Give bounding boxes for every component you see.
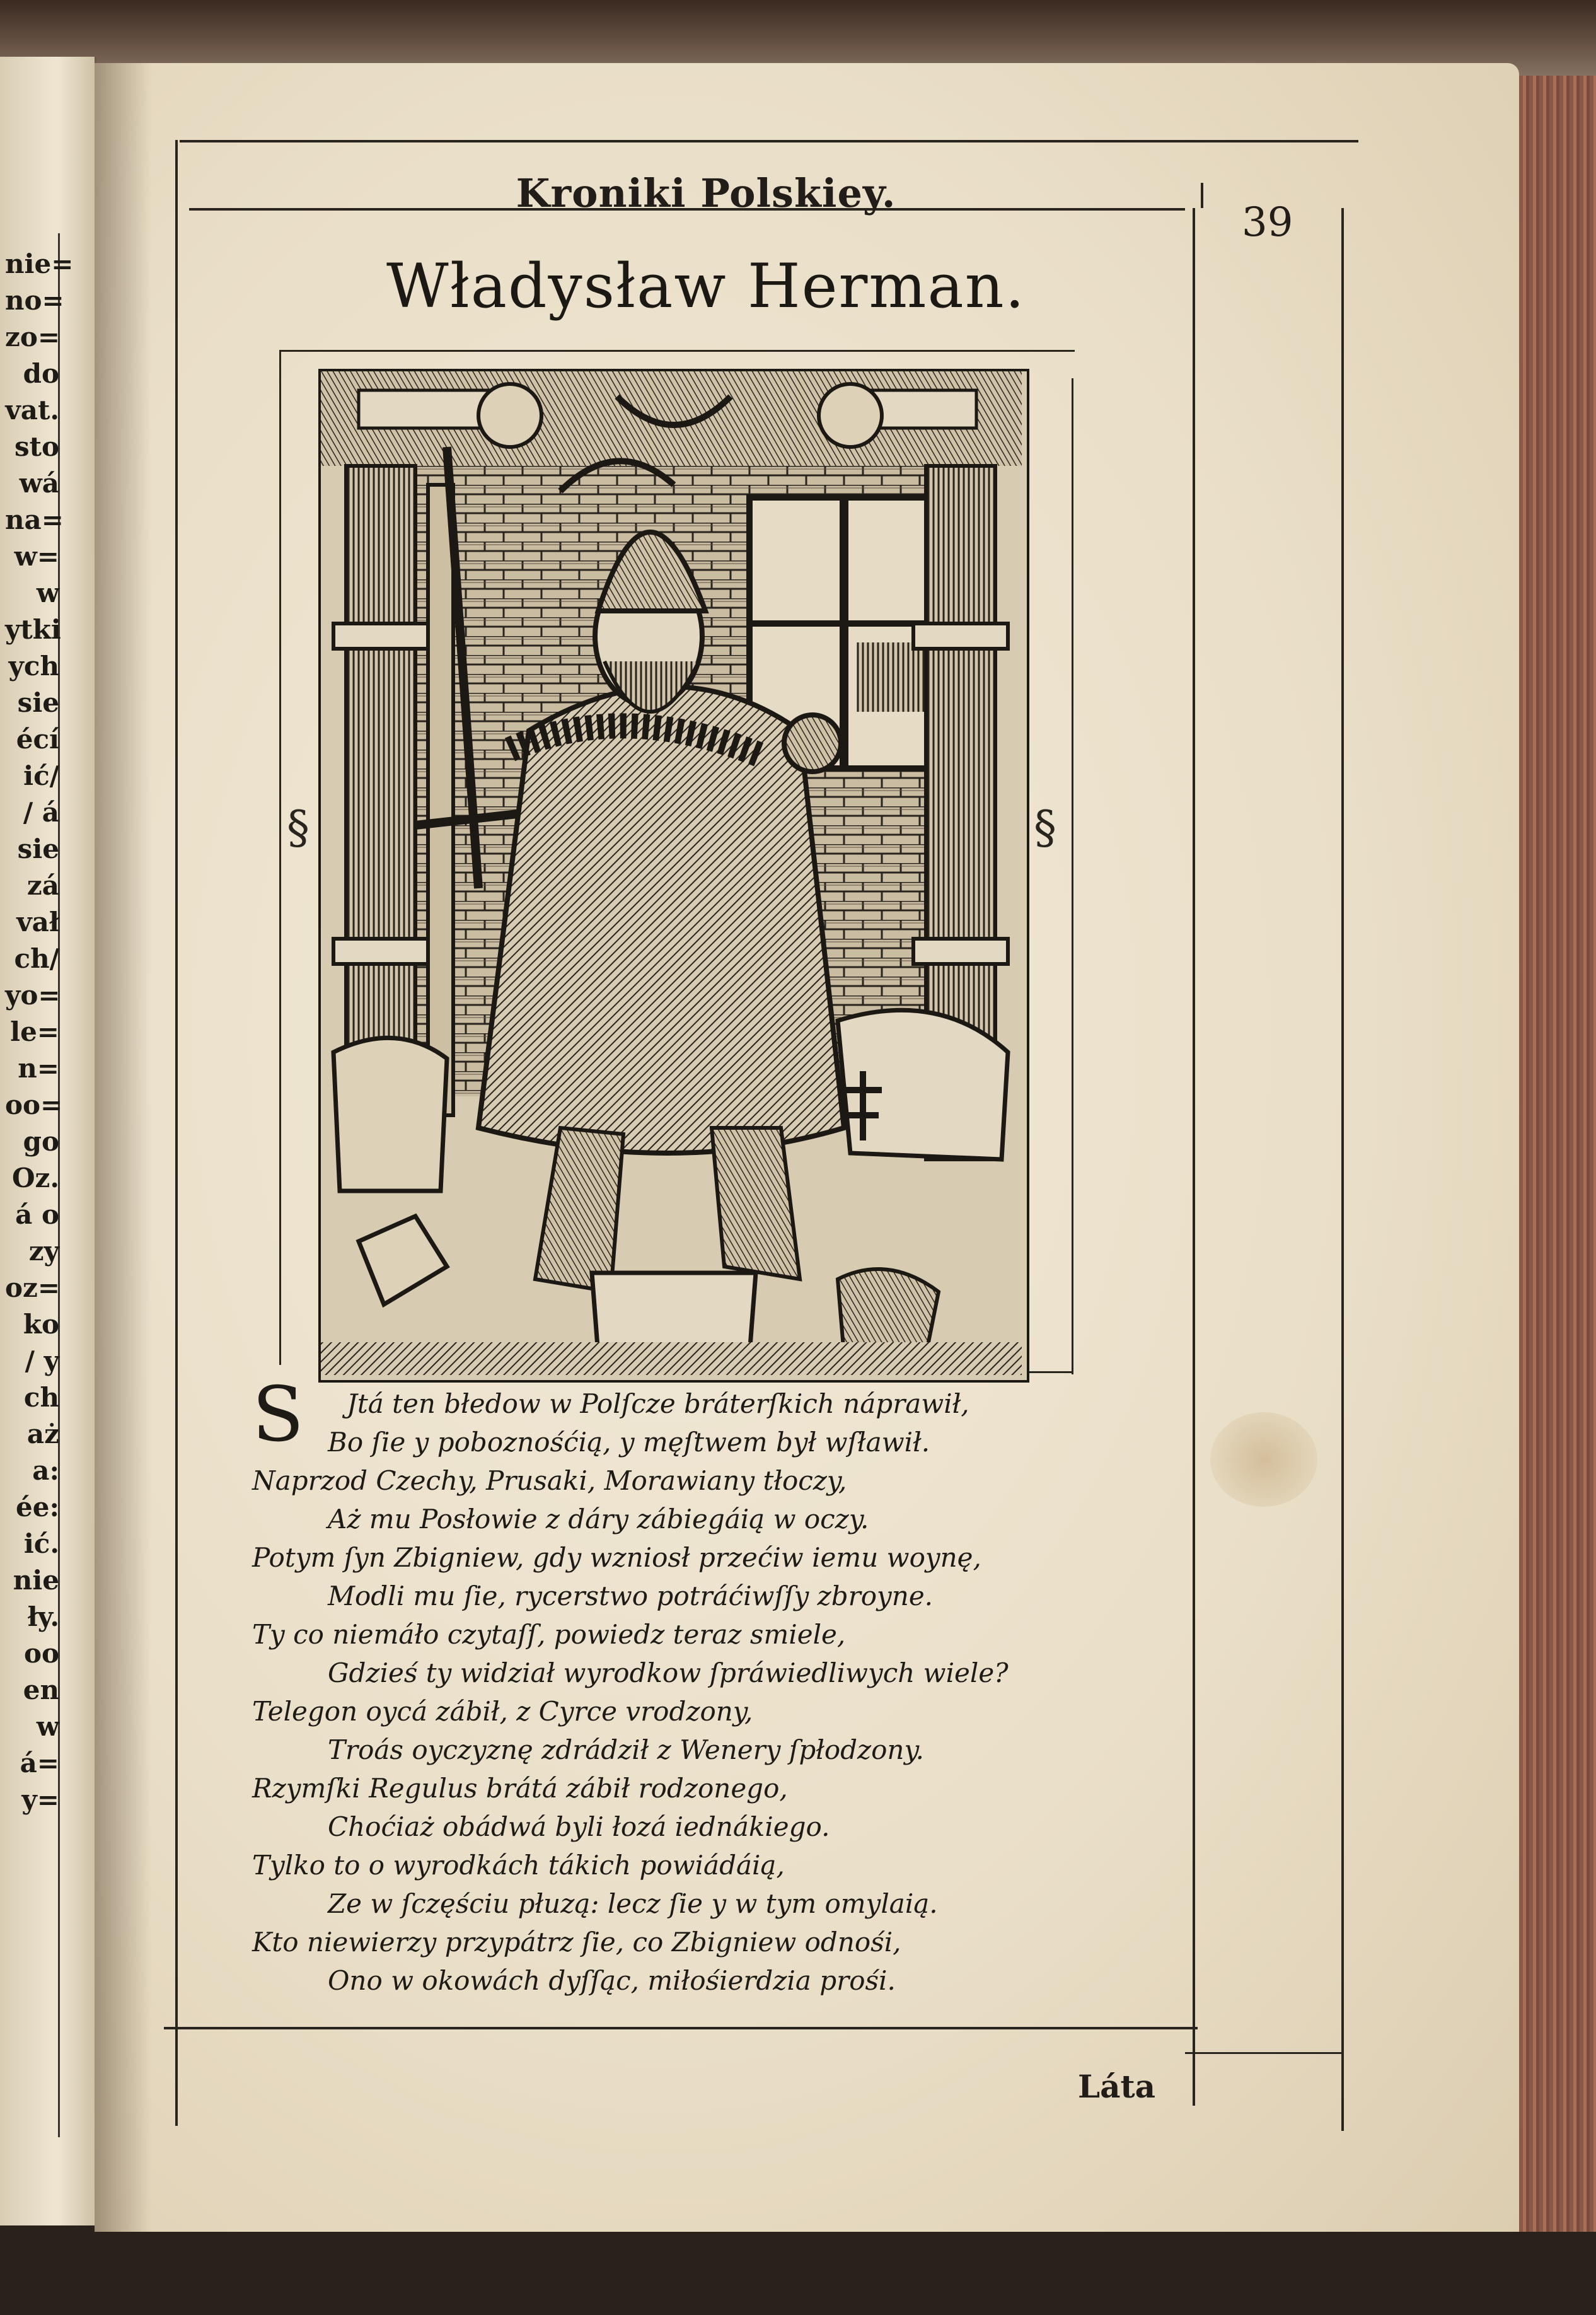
verse-line: Kto niewierzy przypátrz ſie, co Zbigniew odnośi, xyxy=(252,1927,901,1958)
left-page-fragment: ko xyxy=(23,1309,59,1340)
frame-left-rule xyxy=(175,140,178,2126)
left-page-fragment: le= xyxy=(10,1016,59,1047)
left-page-fragment: nie= xyxy=(5,248,74,279)
left-page-fragment: aż xyxy=(26,1419,59,1449)
left-page-fragment: w xyxy=(36,577,59,608)
verse-line: Ze w ſczęściu płuzą: lecz ſie y w tym omylaią. xyxy=(328,1888,938,1919)
margin-bottom-rule xyxy=(1185,2052,1343,2054)
left-page-fragment: ch xyxy=(23,1382,59,1413)
catchword: Láta xyxy=(1078,2068,1156,2105)
frame-bottom-rule xyxy=(164,2027,1198,2029)
left-page-fragment: do xyxy=(23,358,59,389)
verse-line: Aż mu Posłowie z dáry zábiegáią w oczy. xyxy=(328,1504,869,1535)
verse-line: Potym ſyn Zbigniew, gdy wzniosł przećiw iemu woynę, xyxy=(252,1542,981,1573)
left-page-fragment: w xyxy=(36,1711,59,1742)
frame-top-rule xyxy=(180,140,1358,142)
left-page-fragment: écí xyxy=(16,724,59,755)
left-page-fragment: sie xyxy=(17,833,59,864)
left-page-fragment: oo xyxy=(23,1638,59,1669)
left-page-fragment: sie xyxy=(17,687,59,718)
ornament-right-icon: § xyxy=(1034,801,1056,854)
page-title: Władysław Herman. xyxy=(386,251,1026,322)
left-page-fragment: Oz. xyxy=(11,1163,59,1193)
left-page-fragment: ły. xyxy=(27,1601,59,1632)
woodcut-outer-top-rule xyxy=(280,350,1075,352)
verse-line: Tylko to o wyrodkách tákich powiádáią, xyxy=(252,1850,785,1881)
left-page-fragment: w= xyxy=(14,541,59,572)
left-page-fragment: / y xyxy=(25,1345,59,1376)
left-page-fragment: á= xyxy=(20,1748,59,1778)
left-page-fragment: a: xyxy=(32,1455,59,1486)
left-page-fragment: ée: xyxy=(16,1492,59,1523)
left-page-fragment: ych xyxy=(8,651,59,682)
verse-line: Telegon oycá zábił, z Cyrce vrodzony, xyxy=(252,1696,753,1727)
verse-line: Ono w okowách dyſſąc, miłośierdzia prośi. xyxy=(328,1965,896,1996)
woodcut-outer-bottom-rule xyxy=(1024,1371,1073,1373)
woodcut-outer-left-rule xyxy=(279,350,281,1365)
left-page-fragment: ch/ xyxy=(14,943,59,974)
left-page-fragment: vat. xyxy=(5,395,59,426)
left-page-fragment: no= xyxy=(5,285,64,316)
left-page-fragment: / á xyxy=(23,797,59,828)
left-page-fragment: n= xyxy=(18,1053,59,1084)
verse-line: Gdzieś ty widział wyrodkow ſpráwiedliwych wiele? xyxy=(328,1657,1009,1688)
left-page-fragment: zá xyxy=(26,870,59,901)
page-edges xyxy=(1519,76,1596,2232)
verse-line: Choćiaż obádwá byli łozá iednákiego. xyxy=(328,1811,830,1842)
left-page-fragment: wá xyxy=(19,468,59,499)
left-page-fragment: sto xyxy=(14,431,59,462)
left-page xyxy=(0,57,96,2225)
verse-line: Ty co niemáło czytaſſ, powiedz teraz smiele, xyxy=(252,1619,846,1650)
foxing-stain xyxy=(1210,1412,1317,1507)
left-page-fragment: zo= xyxy=(5,322,61,352)
left-page-fragment: ytki xyxy=(5,614,61,645)
left-page-fragment: ić/ xyxy=(23,760,59,791)
left-page-fragment: yo= xyxy=(5,980,61,1011)
verse-dropcap: S xyxy=(252,1371,304,1459)
left-page-fragment: oz= xyxy=(5,1272,61,1303)
left-page-fragment: en xyxy=(23,1674,59,1705)
verse-line: Rzymſki Regulus brátá zábił rodzonego, xyxy=(252,1773,788,1804)
left-page-fragment: y= xyxy=(21,1784,59,1815)
left-page-fragment: na= xyxy=(5,504,64,535)
enthroned-king-woodcut-icon xyxy=(318,369,1029,1383)
verse-line: Bo ſie y poboznośćią, y męſtwem był wſławił. xyxy=(328,1427,930,1458)
left-page-fragment: vał xyxy=(16,907,59,937)
left-page-fragment: á o xyxy=(15,1199,59,1230)
left-page-fragment: ić. xyxy=(23,1528,59,1559)
running-head: Kroniki Polskiey. xyxy=(516,170,896,216)
left-page-fragment: oo= xyxy=(5,1089,63,1120)
margin-column-right-rule xyxy=(1341,208,1344,2131)
left-page-fragment: zy xyxy=(28,1236,59,1267)
left-page-fragment: nie xyxy=(13,1565,59,1596)
ornament-left-icon: § xyxy=(287,801,309,854)
verse-line: Troás oyczyznę zdrádził z Wenery ſpłodzony. xyxy=(328,1734,924,1765)
left-page-text-fragments xyxy=(5,246,74,1818)
woodcut-outer-right-rule xyxy=(1072,378,1073,1374)
left-page-fragment: go xyxy=(23,1126,59,1157)
folio-divider-rule xyxy=(1201,183,1203,208)
gutter-shadow xyxy=(95,63,151,2232)
verse-line: Modli mu ſie, rycerstwo potráćiwſſy zbroyne. xyxy=(328,1581,934,1611)
text-column-right-rule xyxy=(1193,208,1195,2106)
verse-line: Jtá ten błedow w Polſcze bráterſkich náprawił, xyxy=(347,1388,969,1419)
folio-number: 39 xyxy=(1242,199,1293,246)
verse-line: Naprzod Czechy, Prusaki, Morawiany tłoczy, xyxy=(252,1465,847,1496)
